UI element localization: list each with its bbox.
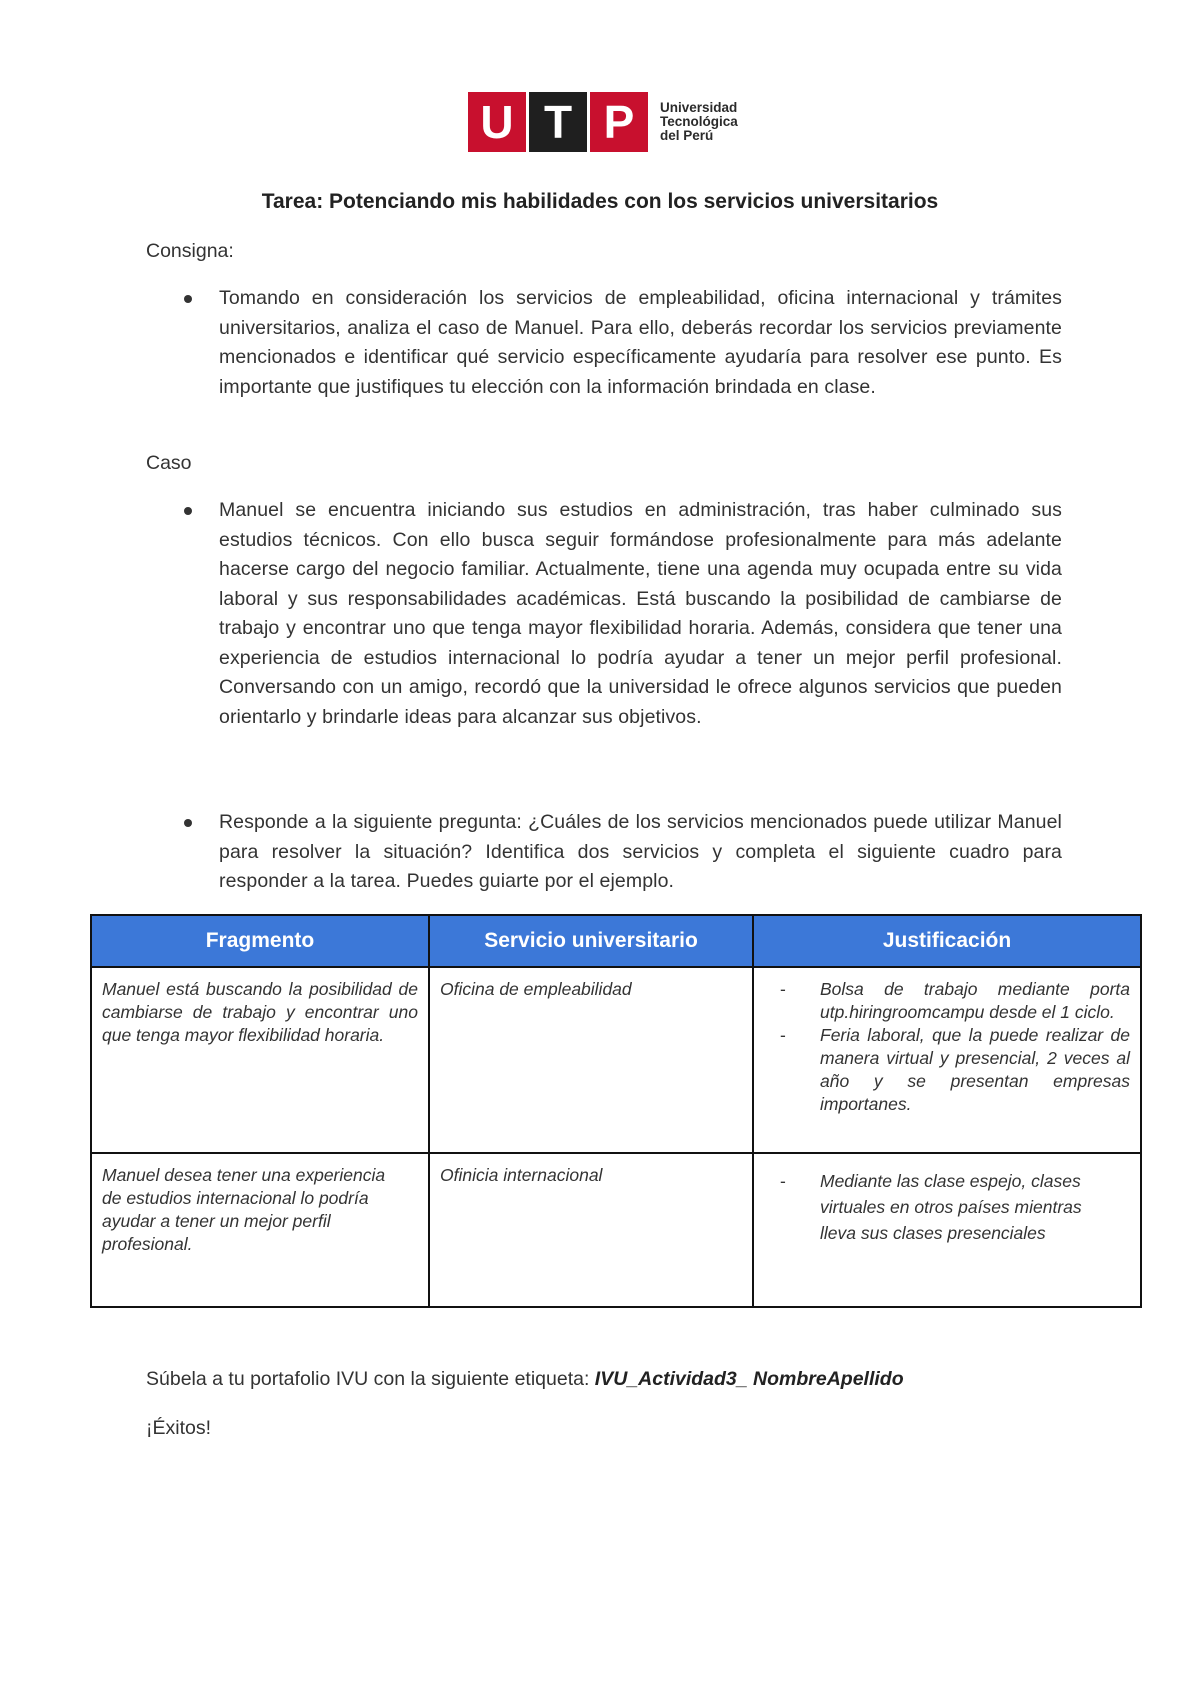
bullet-icon (182, 817, 194, 829)
logo-letter-p: P (590, 92, 648, 152)
table-header-row (91, 915, 1141, 967)
justificacion-text: Bolsa de trabajo mediante porta utp.hiringroomcampu desde el 1 ciclo. (820, 979, 1130, 1022)
consigna-label: Consigna: (146, 240, 234, 262)
justificacion-cell (753, 967, 1141, 1153)
utp-logo-mark (468, 92, 648, 152)
table-row (91, 1153, 1141, 1307)
answer-table (90, 914, 1142, 1308)
page-title: Tarea: Potenciando mis habilidades con los servicios universitarios (261, 190, 939, 213)
servicio-cell: Ofinicia internacional (429, 1153, 753, 1307)
logo-letter-u: U (468, 92, 526, 152)
upload-text: Súbela a tu portafolio IVU con la siguiente etiqueta: (146, 1368, 595, 1390)
fragmento-cell: Manuel está buscando la posibilidad de cambiarse de trabajo y encontrar uno que tenga mayor flexibilidad horaria. (91, 967, 429, 1153)
table-row (91, 967, 1141, 1153)
justificacion-item (764, 1024, 1130, 1116)
closing-text: ¡Éxitos! (146, 1417, 212, 1439)
dash-marker: - (780, 1171, 786, 1191)
servicio-cell: Oficina de empleabilidad (429, 967, 753, 1153)
justificacion-item (764, 978, 1130, 1024)
header-servicio: Servicio universitario (429, 915, 753, 967)
upload-instruction (146, 1368, 904, 1391)
logo-text-line: Tecnológica (660, 114, 738, 129)
bullet-icon (182, 505, 194, 517)
header-justificacion: Justificación (753, 915, 1141, 967)
dash-marker: - (780, 979, 786, 999)
question-text: Responde a la siguiente pregunta: ¿Cuáles de los servicios mencionados puede utilizar Manuel para resolver la situación? Identifica dos servicios y completa el siguiente cuadro para responder a la tarea. Puedes guiarte por el ejemplo. (219, 811, 1062, 892)
logo-text (660, 101, 738, 143)
caso-label: Caso (146, 452, 192, 474)
header-fragmento: Fragmento (91, 915, 429, 967)
logo-letter-t: T (529, 92, 587, 152)
consigna-text: Tomando en consideración los servicios de empleabilidad, oficina internacional y trámites universitarios, analiza el caso de Manuel. Para ello, deberás recordar los servicios previamente mencionados e identificar qué servicio específicamente ayudaría para resolver ese punto. Es importante que justifiques tu elección con la información brindada en clase. (219, 287, 1062, 398)
fragmento-cell: Manuel desea tener una experiencia de estudios internacional lo podría ayudar a tener un mejor perfil profesional. (91, 1153, 429, 1307)
justificacion-item (764, 1168, 1120, 1246)
justificacion-cell (753, 1153, 1141, 1307)
bullet-icon (182, 293, 194, 305)
logo-text-line: del Perú (660, 128, 714, 143)
justificacion-text: Feria laboral, que la puede realizar de manera virtual y presencial, 2 veces al año y se presentan empresas importanes. (820, 1025, 1130, 1114)
caso-text: Manuel se encuentra iniciando sus estudios en administración, tras haber culminado sus estudios técnicos. Con ello busca seguir formándose profesionalmente para más adelante hacerse cargo del negocio familiar. Actualmente, tiene una agenda muy ocupada entre su vida laboral y sus responsabilidades académicas. Está buscando la posibilidad de cambiarse de trabajo y encontrar uno que tenga mayor flexibilidad horaria. Además, considera que tener una experiencia de estudios internacional lo podría ayudar a tener un mejor perfil profesional. Conversando con un amigo, recordó que la universidad le ofrece algunos servicios que pueden orientarlo y brindarle ideas para alcanzar sus objetivos. (219, 499, 1062, 728)
upload-tag: IVU_Actividad3_ NombreApellido (594, 1368, 904, 1390)
utp-logo (468, 92, 738, 152)
logo-text-line: Universidad (660, 100, 738, 115)
justificacion-text: Mediante las clase espejo, clases virtuales en otros países mientras lleva sus clases presenciales (820, 1171, 1082, 1243)
dash-marker: - (780, 1025, 786, 1045)
